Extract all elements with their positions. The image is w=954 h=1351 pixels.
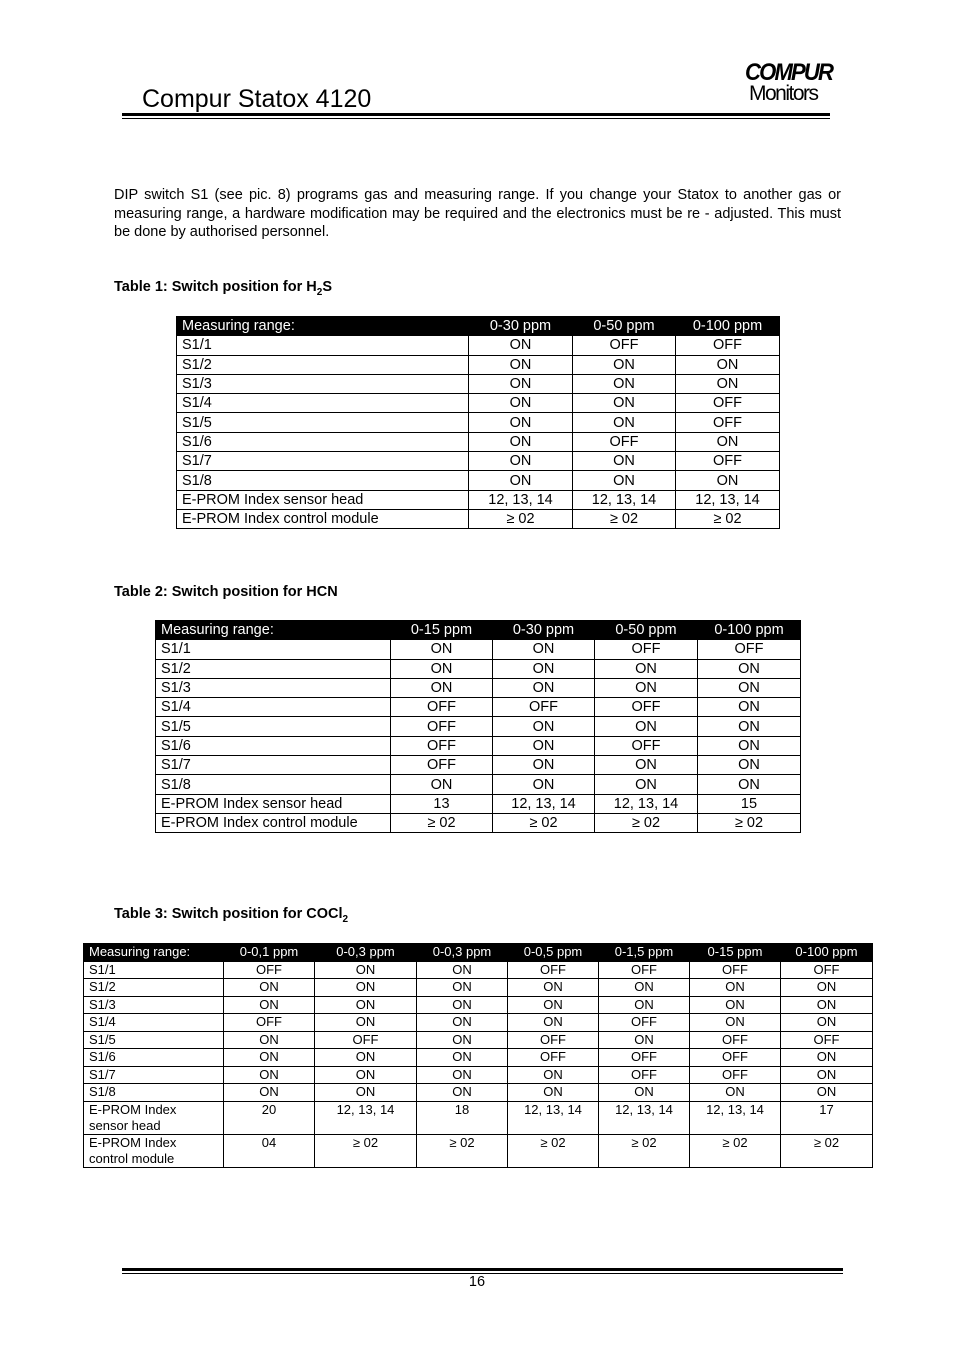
value-cell: ON	[698, 756, 801, 775]
header-range-cell: 0-100 ppm	[676, 317, 780, 336]
page-number: 16	[468, 1274, 486, 1290]
value-cell: ≥ 02	[417, 1134, 508, 1167]
value-cell: ON	[676, 374, 780, 393]
value-cell: ON	[315, 996, 417, 1014]
value-cell: ON	[417, 961, 508, 979]
table-row	[84, 1049, 873, 1067]
table-row	[177, 471, 780, 490]
value-cell: ON	[781, 1066, 873, 1084]
value-cell: 12, 13, 14	[508, 1101, 599, 1134]
value-cell: 17	[781, 1101, 873, 1134]
header-range-cell: 0-0,5 ppm	[508, 944, 599, 962]
value-cell: ON	[573, 355, 676, 374]
row-label-cell: S1/1	[177, 336, 469, 355]
value-cell: ON	[698, 775, 801, 794]
row-label-cell: S1/2	[177, 355, 469, 374]
value-cell: OFF	[573, 432, 676, 451]
table2-switch-positions	[155, 620, 801, 833]
row-label-cell: S1/3	[156, 678, 391, 697]
value-cell: ON	[595, 756, 698, 775]
value-cell: OFF	[391, 736, 493, 755]
value-cell: OFF	[595, 698, 698, 717]
value-cell: OFF	[573, 336, 676, 355]
header-range-cell: 0-50 ppm	[595, 621, 698, 640]
value-cell: OFF	[599, 1066, 690, 1084]
table-row	[177, 394, 780, 413]
value-cell: ON	[224, 1084, 315, 1102]
value-cell: ON	[469, 374, 573, 393]
table-row	[84, 1084, 873, 1102]
header-range-cell: 0-30 ppm	[493, 621, 595, 640]
value-cell: ON	[417, 1049, 508, 1067]
value-cell: OFF	[676, 336, 780, 355]
value-cell: ON	[224, 1049, 315, 1067]
value-cell: ON	[508, 996, 599, 1014]
header-range-cell: 0-100 ppm	[698, 621, 801, 640]
table-row	[156, 775, 801, 794]
table-row	[156, 698, 801, 717]
header-label-cell: Measuring range:	[177, 317, 469, 336]
value-cell: OFF	[391, 717, 493, 736]
row-label-cell: S1/7	[177, 452, 469, 471]
header-range-cell: 0-50 ppm	[573, 317, 676, 336]
value-cell: ≥ 02	[690, 1134, 781, 1167]
value-cell: OFF	[690, 961, 781, 979]
table-row	[84, 1134, 873, 1167]
row-label-cell: S1/1	[84, 961, 224, 979]
intro-paragraph: DIP switch S1 (see pic. 8) programs gas and measuring range. If you change your Statox to another gas or measuring range, a hardware modification may be required and the electronics must be re - adjusted. This must be done by authorised personnel.	[114, 187, 841, 240]
value-cell: OFF	[676, 413, 780, 432]
value-cell: ≥ 02	[595, 813, 698, 832]
value-cell: OFF	[493, 698, 595, 717]
value-cell: ON	[315, 1084, 417, 1102]
table3-switch-positions	[83, 943, 873, 1168]
value-cell: 13	[391, 794, 493, 813]
header-range-cell: 0-100 ppm	[781, 944, 873, 962]
table-row	[156, 813, 801, 832]
value-cell: 12, 13, 14	[676, 490, 780, 509]
value-cell: OFF	[595, 640, 698, 659]
value-cell: OFF	[391, 756, 493, 775]
header-label-cell: Measuring range:	[84, 944, 224, 962]
table-row	[177, 374, 780, 393]
value-cell: 12, 13, 14	[573, 490, 676, 509]
value-cell: ≥ 02	[493, 813, 595, 832]
value-cell: ON	[690, 996, 781, 1014]
value-cell: ON	[493, 717, 595, 736]
value-cell: ON	[224, 1031, 315, 1049]
row-label-cell: S1/4	[156, 698, 391, 717]
value-cell: ON	[391, 678, 493, 697]
value-cell: ON	[417, 1031, 508, 1049]
value-cell: 20	[224, 1101, 315, 1134]
table-row	[177, 355, 780, 374]
value-cell: ON	[224, 996, 315, 1014]
row-label-cell: S1/1	[156, 640, 391, 659]
row-label-cell: E-PROM Index control module	[156, 813, 391, 832]
table3-caption: Table 3: Switch position for COCl$_2$	[114, 906, 349, 925]
value-cell: ON	[224, 1066, 315, 1084]
value-cell: ON	[315, 1049, 417, 1067]
table-row	[84, 961, 873, 979]
value-cell: OFF	[595, 736, 698, 755]
value-cell: ON	[417, 1084, 508, 1102]
value-cell: ON	[469, 355, 573, 374]
value-cell: ON	[599, 1084, 690, 1102]
header-range-cell: 0-0,3 ppm	[417, 944, 508, 962]
value-cell: 12, 13, 14	[493, 794, 595, 813]
table-row	[156, 640, 801, 659]
value-cell: ON	[508, 1014, 599, 1032]
row-label-cell: S1/8	[84, 1084, 224, 1102]
value-cell: ON	[391, 659, 493, 678]
value-cell: ON	[690, 1084, 781, 1102]
value-cell: ON	[493, 640, 595, 659]
value-cell: 12, 13, 14	[595, 794, 698, 813]
value-cell: OFF	[599, 1049, 690, 1067]
value-cell: 12, 13, 14	[315, 1101, 417, 1134]
value-cell: ON	[469, 336, 573, 355]
value-cell: ON	[469, 471, 573, 490]
value-cell: ON	[315, 1014, 417, 1032]
row-label-cell: S1/5	[84, 1031, 224, 1049]
value-cell: ON	[698, 698, 801, 717]
value-cell: ON	[573, 374, 676, 393]
row-label-cell: E-PROM Index control module	[84, 1134, 224, 1167]
header-range-cell: 0-0,1 ppm	[224, 944, 315, 962]
value-cell: OFF	[676, 394, 780, 413]
value-cell: ON	[469, 394, 573, 413]
row-label-cell: S1/5	[177, 413, 469, 432]
row-label-cell: S1/3	[84, 996, 224, 1014]
value-cell: ON	[469, 413, 573, 432]
value-cell: ON	[599, 1031, 690, 1049]
value-cell: ON	[599, 996, 690, 1014]
value-cell: ON	[595, 678, 698, 697]
value-cell: ON	[508, 1084, 599, 1102]
value-cell: ≥ 02	[676, 509, 780, 528]
value-cell: ON	[690, 979, 781, 997]
table-row	[84, 979, 873, 997]
value-cell: ON	[676, 432, 780, 451]
value-cell: OFF	[781, 1031, 873, 1049]
value-cell: ON	[690, 1014, 781, 1032]
value-cell: ≥ 02	[315, 1134, 417, 1167]
value-cell: ON	[573, 394, 676, 413]
value-cell: OFF	[224, 961, 315, 979]
value-cell: ON	[781, 979, 873, 997]
row-label-cell: S1/2	[156, 659, 391, 678]
row-label-cell: S1/8	[177, 471, 469, 490]
value-cell: ON	[781, 996, 873, 1014]
footer-rule	[122, 1268, 843, 1271]
row-label-cell: S1/7	[84, 1066, 224, 1084]
value-cell: ON	[508, 1066, 599, 1084]
row-label-cell: S1/5	[156, 717, 391, 736]
value-cell: OFF	[690, 1031, 781, 1049]
table1-switch-positions	[176, 316, 780, 529]
row-label-cell: S1/6	[84, 1049, 224, 1067]
value-cell: ON	[391, 775, 493, 794]
value-cell: ON	[676, 471, 780, 490]
value-cell: OFF	[508, 1031, 599, 1049]
value-cell: OFF	[315, 1031, 417, 1049]
value-cell: 15	[698, 794, 801, 813]
table-row	[177, 452, 780, 471]
header-label-cell: Measuring range:	[156, 621, 391, 640]
value-cell: OFF	[690, 1066, 781, 1084]
value-cell: ON	[698, 736, 801, 755]
header-range-cell: 0-15 ppm	[391, 621, 493, 640]
value-cell: ON	[698, 678, 801, 697]
value-cell: 12, 13, 14	[690, 1101, 781, 1134]
table-row	[156, 756, 801, 775]
value-cell: ON	[493, 678, 595, 697]
value-cell: 04	[224, 1134, 315, 1167]
value-cell: OFF	[391, 698, 493, 717]
value-cell: ON	[698, 717, 801, 736]
header-rule	[122, 113, 830, 116]
logo-wordmark-top: COMPUR	[745, 59, 833, 86]
table-row	[84, 1066, 873, 1084]
document-title: Compur Statox 4120	[142, 85, 372, 113]
value-cell: ≥ 02	[781, 1134, 873, 1167]
value-cell: ON	[573, 452, 676, 471]
row-label-cell: S1/8	[156, 775, 391, 794]
table-row	[156, 678, 801, 697]
value-cell: ON	[469, 432, 573, 451]
value-cell: ON	[781, 1014, 873, 1032]
value-cell: ON	[781, 1049, 873, 1067]
table-row	[177, 490, 780, 509]
value-cell: OFF	[508, 961, 599, 979]
table-row	[156, 794, 801, 813]
value-cell: ON	[315, 1066, 417, 1084]
value-cell: ON	[781, 1084, 873, 1102]
header-range-cell: 0-30 ppm	[469, 317, 573, 336]
header-rule-thin	[122, 118, 830, 119]
value-cell: 18	[417, 1101, 508, 1134]
value-cell: ON	[493, 756, 595, 775]
table2-caption: Table 2: Switch position for HCN	[114, 584, 338, 600]
table-row	[156, 717, 801, 736]
value-cell: OFF	[781, 961, 873, 979]
value-cell: ON	[493, 659, 595, 678]
logo-wordmark-bottom: Monitors	[749, 82, 818, 105]
table-header-row	[84, 944, 873, 962]
value-cell: ≥ 02	[469, 509, 573, 528]
table1-caption: Table 1: Switch position for $H_2S$	[114, 279, 332, 298]
value-cell: ON	[391, 640, 493, 659]
row-label-cell: S1/6	[156, 736, 391, 755]
value-cell: ON	[315, 961, 417, 979]
row-label-cell: S1/3	[177, 374, 469, 393]
header-range-cell: 0-1,5 ppm	[599, 944, 690, 962]
value-cell: ≥ 02	[698, 813, 801, 832]
value-cell: ON	[676, 355, 780, 374]
value-cell: ON	[417, 1066, 508, 1084]
value-cell: ≥ 02	[391, 813, 493, 832]
table-row	[84, 1101, 873, 1134]
value-cell: ON	[595, 775, 698, 794]
value-cell: ON	[315, 979, 417, 997]
value-cell: OFF	[690, 1049, 781, 1067]
header-range-cell: 0-15 ppm	[690, 944, 781, 962]
row-label-cell: E-PROM Index sensor head	[84, 1101, 224, 1134]
value-cell: ON	[599, 979, 690, 997]
table-row	[156, 659, 801, 678]
value-cell: 12, 13, 14	[599, 1101, 690, 1134]
row-label-cell: S1/4	[84, 1014, 224, 1032]
row-label-cell: S1/4	[177, 394, 469, 413]
value-cell: OFF	[508, 1049, 599, 1067]
value-cell: ON	[469, 452, 573, 471]
value-cell: ≥ 02	[573, 509, 676, 528]
row-label-cell: E-PROM Index sensor head	[177, 490, 469, 509]
table-row	[177, 509, 780, 528]
value-cell: OFF	[599, 1014, 690, 1032]
value-cell: ON	[417, 996, 508, 1014]
table-header-row	[177, 317, 780, 336]
value-cell: OFF	[224, 1014, 315, 1032]
table-row	[177, 432, 780, 451]
row-label-cell: S1/6	[177, 432, 469, 451]
table-row	[84, 1031, 873, 1049]
value-cell: 12, 13, 14	[469, 490, 573, 509]
value-cell: OFF	[599, 961, 690, 979]
compur-monitors-logo	[745, 59, 840, 105]
value-cell: ≥ 02	[508, 1134, 599, 1167]
value-cell: ON	[493, 736, 595, 755]
row-label-cell: E-PROM Index control module	[177, 509, 469, 528]
row-label-cell: S1/7	[156, 756, 391, 775]
table-row	[84, 1014, 873, 1032]
value-cell: ≥ 02	[599, 1134, 690, 1167]
value-cell: ON	[417, 1014, 508, 1032]
value-cell: ON	[573, 413, 676, 432]
table-row	[177, 336, 780, 355]
value-cell: ON	[573, 471, 676, 490]
value-cell: ON	[698, 659, 801, 678]
table-header-row	[156, 621, 801, 640]
value-cell: OFF	[698, 640, 801, 659]
table-row	[177, 413, 780, 432]
value-cell: ON	[595, 659, 698, 678]
row-label-cell: S1/2	[84, 979, 224, 997]
value-cell: ON	[417, 979, 508, 997]
row-label-cell: E-PROM Index sensor head	[156, 794, 391, 813]
value-cell: ON	[224, 979, 315, 997]
table-row	[84, 996, 873, 1014]
table-row	[156, 736, 801, 755]
value-cell: ON	[493, 775, 595, 794]
value-cell: OFF	[676, 452, 780, 471]
value-cell: ON	[508, 979, 599, 997]
value-cell: ON	[595, 717, 698, 736]
header-range-cell: 0-0,3 ppm	[315, 944, 417, 962]
